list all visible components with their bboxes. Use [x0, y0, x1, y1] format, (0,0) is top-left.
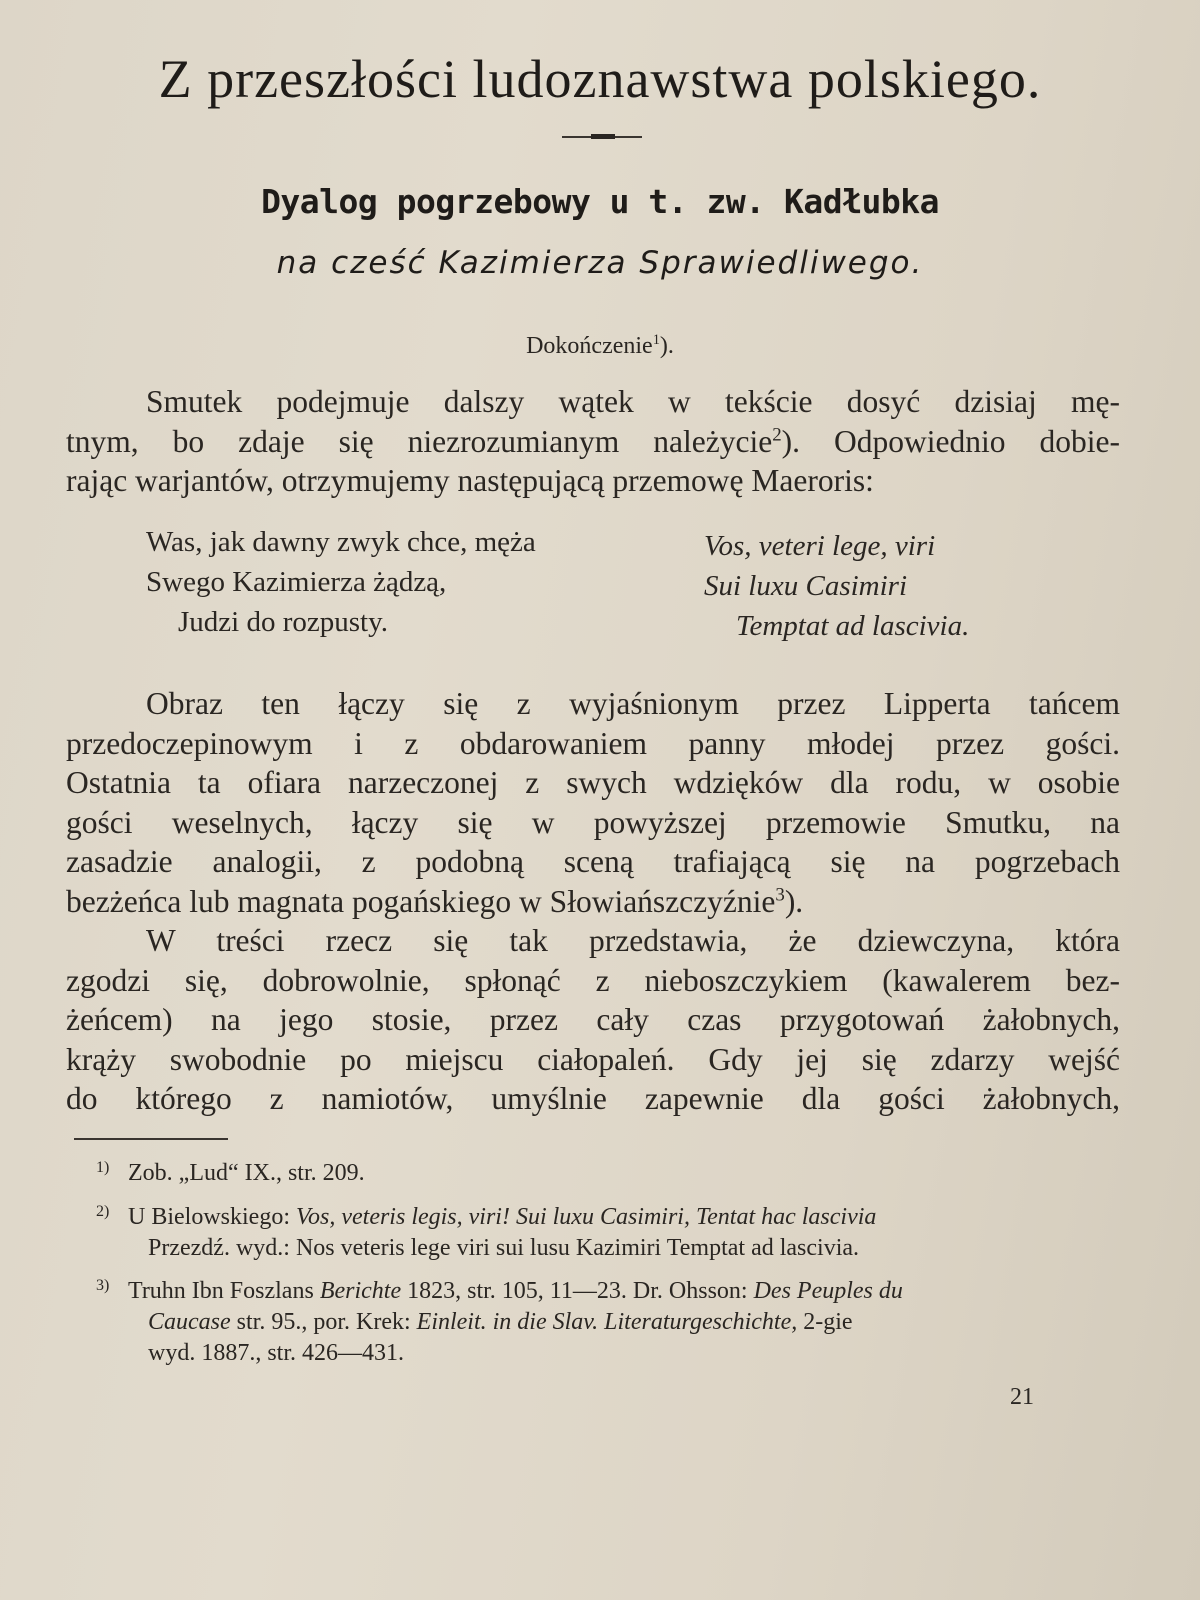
paragraph-line: Ostatnia ta ofiara narzeczonej z swych wdzięków dla rodu, w osobie — [66, 765, 1120, 800]
footnote-line: wyd. 1887., str. 426—431. — [148, 1340, 405, 1366]
page-number: 21 — [1010, 1384, 1034, 1410]
footnote-text: str. 95., por. Krek: — [236, 1309, 411, 1335]
poem-line: Judzi do rozpusty. — [178, 606, 388, 638]
footnote-line — [104, 1276, 1104, 1307]
footnote-italic: Berichte — [319, 1278, 402, 1304]
paragraph-line-text: bezżeńca lub magnata pogańskiego w Słowiańszczyźnie — [66, 883, 776, 919]
footnote-number: 3) — [96, 1277, 110, 1294]
footnote-line — [104, 1202, 1104, 1233]
continuation-tail: ). — [659, 333, 674, 359]
footnote-text: Truhn Ibn Foszlans — [128, 1278, 314, 1304]
footnote-number: 2) — [96, 1203, 110, 1220]
paragraph-line: W treści rzecz się tak przedstawia, że dziewczyna, która — [146, 923, 1120, 958]
paragraph-3 — [66, 921, 1120, 1119]
footnote-text: 1823, str. 105, 11—23. Dr. Ohsson: — [407, 1278, 748, 1304]
section-subheading: na cześć Kazimierza Sprawiedliwego. — [276, 245, 924, 281]
poem-latin — [704, 526, 969, 646]
paragraph-line: żeńcem) na jego stosie, przez cały czas przygotowań żałobnych, — [66, 1002, 1120, 1037]
poem-line: Swego Kazimierza żądzą, — [146, 566, 447, 598]
title-divider-center — [591, 134, 615, 139]
poem-line: Vos, veteri lege, viri — [704, 530, 936, 562]
paragraph-line: Obraz ten łączy się z wyjaśnionym przez Lipperta tańcem — [146, 686, 1120, 721]
footnote-1 — [96, 1158, 1104, 1189]
poem-line: Sui luxu Casimiri — [704, 570, 908, 602]
poem-line: Was, jak dawny zwyk chce, męża — [146, 526, 536, 558]
poem-line: Temptat ad lascivia. — [736, 610, 970, 642]
paragraph-line: Smutek podejmuje dalszy wątek w tekście dosyć dzisiaj mę- — [146, 384, 1120, 419]
page-title: Z przeszłości ludoznawstwa polskiego. — [158, 49, 1042, 109]
paragraph-line: krąży swobodnie po miejscu ciałopaleń. Gdy jej się zdarzy wejść — [66, 1041, 1120, 1077]
footnote-italic: Des Peuples du — [753, 1278, 903, 1304]
paragraph-line-tail: ). — [784, 883, 804, 919]
footnote-line: Przezdź. wyd.: Nos veteris lege viri sui lusu Kazimiri Temptat ad lascivia. — [148, 1235, 860, 1261]
footnote-text: Zob. „Lud“ IX., str. 209. — [128, 1160, 365, 1186]
paragraph-line: rając warjantów, otrzymujemy następującą przemowę Maeroris: — [66, 463, 874, 498]
paragraph-line: przedoczepinowym i z obdarowaniem panny młodej przez gości. — [66, 725, 1120, 761]
footnote-3 — [96, 1276, 1104, 1369]
footnote-line — [104, 1307, 1104, 1338]
footnote-italic: Caucase — [148, 1309, 231, 1335]
paragraph-line-tail: ). Odpowiednio dobie- — [781, 423, 1120, 459]
paragraph-1 — [66, 382, 1120, 501]
paragraph-line: do którego z namiotów, umyślnie zapewnie dla gości żałobnych, — [66, 1081, 1120, 1116]
paragraph-line — [66, 882, 1120, 922]
paragraph-line: zgodzi się, dobrowolnie, spłonąć z nieboszczykiem (kawalerem bez- — [66, 962, 1120, 998]
footnote-text: U Bielowskiego: — [128, 1204, 290, 1230]
paragraph-2 — [66, 684, 1120, 921]
footnote-divider — [74, 1138, 228, 1140]
footnote-number: 1) — [96, 1159, 110, 1176]
section-heading: Dyalog pogrzebowy u t. zw. Kadłubka — [261, 182, 939, 221]
paragraph-line-text: tnym, bo zdaje się niezrozumianym należycie — [66, 423, 773, 459]
continuation-label: Dokończenie — [526, 333, 653, 359]
continuation-note — [0, 333, 1200, 360]
paragraph-line: zasadzie analogii, z podobną sceną trafiającą się na pogrzebach — [66, 844, 1120, 879]
paragraph-line: gości weselnych, łączy się w powyższej przemowie Smutku, na — [66, 804, 1120, 840]
poem-polish — [146, 522, 536, 642]
footnote-italic: Einleit. in die Slav. Literaturgeschichte, — [416, 1309, 798, 1335]
footnote-2 — [96, 1202, 1104, 1264]
footnote-italic: Vos, veteris legis, viri! Sui luxu Casimiri, Tentat hac lascivia — [296, 1204, 877, 1230]
footnote-ref-3: 3 — [775, 884, 785, 905]
footnote-ref-1: 1 — [652, 332, 660, 348]
footnote-ref-2: 2 — [772, 424, 782, 445]
footnote-text: 2-gie — [803, 1309, 853, 1335]
paragraph-line — [66, 422, 1120, 462]
